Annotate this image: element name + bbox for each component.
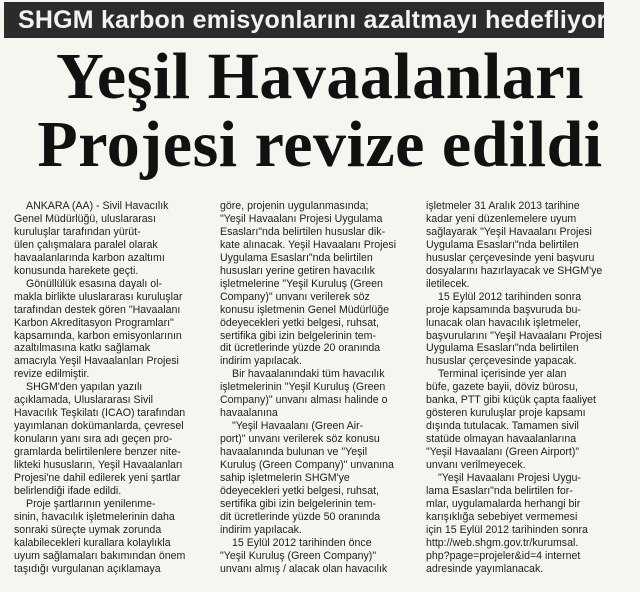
article-line: Company)" unvanı verilerek söz bbox=[220, 290, 370, 303]
article-line: "Yeşil Kuruluş (Green Company)" bbox=[220, 549, 377, 562]
article-line: Bir havaalanındaki tüm havacılık bbox=[232, 368, 385, 381]
article-line: işletmelerine "Yeşil Kuruluş (Green bbox=[220, 277, 383, 290]
article-column-1 bbox=[14, 200, 214, 576]
article-line: Projesi'ne dahil edilerek yeni şartlar bbox=[14, 472, 181, 485]
article-line: başvurularını "Yeşil Havaalanı Projesi bbox=[426, 329, 602, 342]
article-line: sinin, havacılık işletmelerinin daha bbox=[14, 510, 175, 523]
article-line: konusunda harekete geçti. bbox=[14, 264, 139, 277]
article-line: "Yeşil Havaalanı Projesi Uygulama bbox=[220, 212, 383, 225]
headline-line-1: Yeşil Havaalanları bbox=[56, 40, 584, 113]
article-column-2 bbox=[220, 200, 420, 576]
article-line: SHGM'den yapılan yazılı bbox=[26, 381, 143, 394]
article-line: karışıklığa sebebiyet vermemesi bbox=[426, 510, 578, 523]
article-line: sertifika gibi izin belgelerinin tem- bbox=[220, 329, 377, 342]
article-line: Kuruluş (Green Company)" unvanına bbox=[220, 459, 394, 472]
kicker-text: SHGM karbon emisyonlarını azaltmayı hedefliyor bbox=[18, 5, 607, 34]
article-line: havaalanına bbox=[220, 407, 278, 420]
article-line: Gönüllülük esasına dayalı ol- bbox=[26, 277, 163, 290]
article-line: taşıdığı vurgulanan açıklamaya bbox=[14, 562, 161, 575]
article-line: Genel Müdürlüğü, uluslararası bbox=[14, 212, 156, 225]
article-column-3 bbox=[426, 200, 630, 576]
article-line: göre, projenin uygulanmasında; bbox=[220, 200, 369, 212]
article-line: dit ücretlerinde yüzde 50 oranında bbox=[220, 510, 381, 523]
article-line: dışında tutulacak. Tamamen sivil bbox=[426, 420, 579, 433]
article-line: ANKARA (AA) - Sivil Havacılık bbox=[26, 200, 169, 212]
article-line: lunacak olan havacılık işletmeler, bbox=[426, 316, 581, 329]
article-line: konuların yanı sıra adı geçen pro- bbox=[14, 433, 173, 446]
article-line: Karbon Akreditasyon Programları" bbox=[14, 316, 174, 329]
article-line: lama Esasları"nda belirtilen for- bbox=[426, 484, 573, 497]
article-line: "Yeşil Havaalanı (Green Air- bbox=[232, 420, 364, 433]
article-line: azaltılmasına katkı sağlamak bbox=[14, 342, 151, 355]
article-line: unvanı verilmeyecek. bbox=[426, 459, 526, 472]
article-line: hususlar çerçevesinde yapacak. bbox=[426, 355, 577, 368]
article-line: Company)" unvanı alması halinde o bbox=[220, 394, 388, 407]
article-line: "Yeşil Havaalanı Projesi Uygu- bbox=[438, 472, 581, 485]
article-line: büfe, gazete bayii, döviz bürosu, bbox=[426, 381, 578, 394]
article-line: uyum sağlamaları bakımından önem bbox=[14, 549, 186, 562]
article-line: kate alınacak. Yeşil Havaalanı Projesi bbox=[220, 238, 397, 251]
article-line: php?page=projeler&id=4 internet bbox=[426, 549, 581, 562]
article-line: sağlayarak "Yeşil Havaalanı Projesi bbox=[426, 225, 592, 238]
article-line: banka, PTT gibi küçük çapta faaliyet bbox=[426, 394, 596, 407]
article-line: ödeyecekleri yetki belgesi, ruhsat, bbox=[220, 316, 379, 329]
article-line: adresinde yayımlanacak. bbox=[426, 562, 544, 575]
article-line: "Yeşil Havaalanı (Green Airport)" bbox=[426, 446, 580, 459]
article-line: unvanı almış / alacak olan havacılık bbox=[220, 562, 388, 575]
article-line: proje kapsamında başvuruda bu- bbox=[426, 303, 581, 316]
article-line: yayımlanan dokümanlarda, çevresel bbox=[14, 420, 184, 433]
article-line: port)" unvanı verilerek söz konusu bbox=[220, 433, 380, 446]
article-line: Uygulama Esasları"nda belirtilen bbox=[426, 238, 579, 251]
article-line: iletilecek. bbox=[426, 277, 470, 290]
article-line: kadar yeni düzenlemelere uyum bbox=[426, 212, 577, 225]
article-line: mlar, uygulamalarda herhangi bir bbox=[426, 497, 581, 510]
article-line: amacıyla Yeşil Havaalanları Projesi bbox=[14, 355, 179, 368]
article-line: kalabilecekleri kurallara kolaylıkla bbox=[14, 536, 171, 549]
article-line: gramlarda belirtilenlere benzer nite- bbox=[14, 446, 181, 459]
article-line: sahip işletmelerin SHGM'ye bbox=[220, 472, 350, 485]
kicker-banner bbox=[4, 2, 607, 38]
article-line: Esasları"nda belirtilen hususlar dik- bbox=[220, 225, 386, 238]
article-line: http://web.shgm.gov.tr/kurumsal. bbox=[426, 536, 579, 549]
article-line: havaalanında bulunan ve "Yeşil bbox=[220, 446, 368, 459]
article-line: makla birlikte uluslararası kuruluşlar bbox=[14, 290, 183, 303]
article-line: 15 Eylül 2012 tarihinden sonra bbox=[438, 290, 582, 303]
article-line: indirim yapılacak. bbox=[220, 355, 302, 368]
article-line: sertifika gibi izin belgelerinin tem- bbox=[220, 497, 377, 510]
article-line: konusu işletmenin Genel Müdürlüğe bbox=[220, 303, 390, 316]
article-line: açıklamada, Uluslararası Sivil bbox=[14, 394, 153, 407]
article-line: Havacılık Teşkilatı (ICAO) tarafından bbox=[14, 407, 186, 420]
article-line: statüde olmayan havaalanlarına bbox=[426, 433, 577, 446]
article-line: dosyalarını hazırlayacak ve SHGM'ye bbox=[426, 264, 603, 277]
article-line: Proje şartlarının yenilenme- bbox=[26, 497, 156, 510]
article-line: ödeyecekleri yetki belgesi, ruhsat, bbox=[220, 484, 379, 497]
article-line: Uygulama Esasları"nda belirtilen bbox=[426, 342, 579, 355]
article-line: likteki hususların, Yeşil Havaalanları bbox=[14, 459, 183, 472]
article-line: kuruluşlar tarafından yürüt- bbox=[14, 225, 141, 238]
article-line: Terminal içerisinde yer alan bbox=[438, 368, 567, 381]
article-line: belirlendiği ifade edildi. bbox=[14, 484, 122, 497]
article-line: ülen çalışmalara paralel olarak bbox=[14, 238, 158, 251]
article-line: kapsamında, karbon emisyonlarının bbox=[14, 329, 182, 342]
article-line: gösteren kuruluşlar proje kapsamı bbox=[426, 407, 586, 420]
article-line: havaalanlarında karbon azaltımı bbox=[14, 251, 165, 264]
article-line: sonraki süreçte uymak zorunda bbox=[14, 523, 162, 536]
article-line: Uygulama Esasları"nda belirtilen bbox=[220, 251, 373, 264]
article-line: hususları yerine getiren havacılık bbox=[220, 264, 375, 277]
article-line: işletmelerinin "Yeşil Kuruluş (Green bbox=[220, 381, 386, 394]
article-line: indirim yapılacak. bbox=[220, 523, 302, 536]
article-line: işletmeler 31 Aralık 2013 tarihine bbox=[426, 200, 580, 212]
article-line: tarafından destek gören "Havaalanı bbox=[14, 303, 181, 316]
article-line: revize edilmiştir. bbox=[14, 368, 90, 381]
article-line: hususlar çerçevesinde yeni başvuru bbox=[426, 251, 595, 264]
article-line: için 15 Eylül 2012 tarihinden sonra bbox=[426, 523, 588, 536]
article-line: 15 Eylül 2012 tarihinden önce bbox=[232, 536, 372, 549]
headline-line-2: Projesi revize edildi bbox=[37, 108, 603, 181]
article-line: dit ücretlerinde yüzde 20 oranında bbox=[220, 342, 381, 355]
